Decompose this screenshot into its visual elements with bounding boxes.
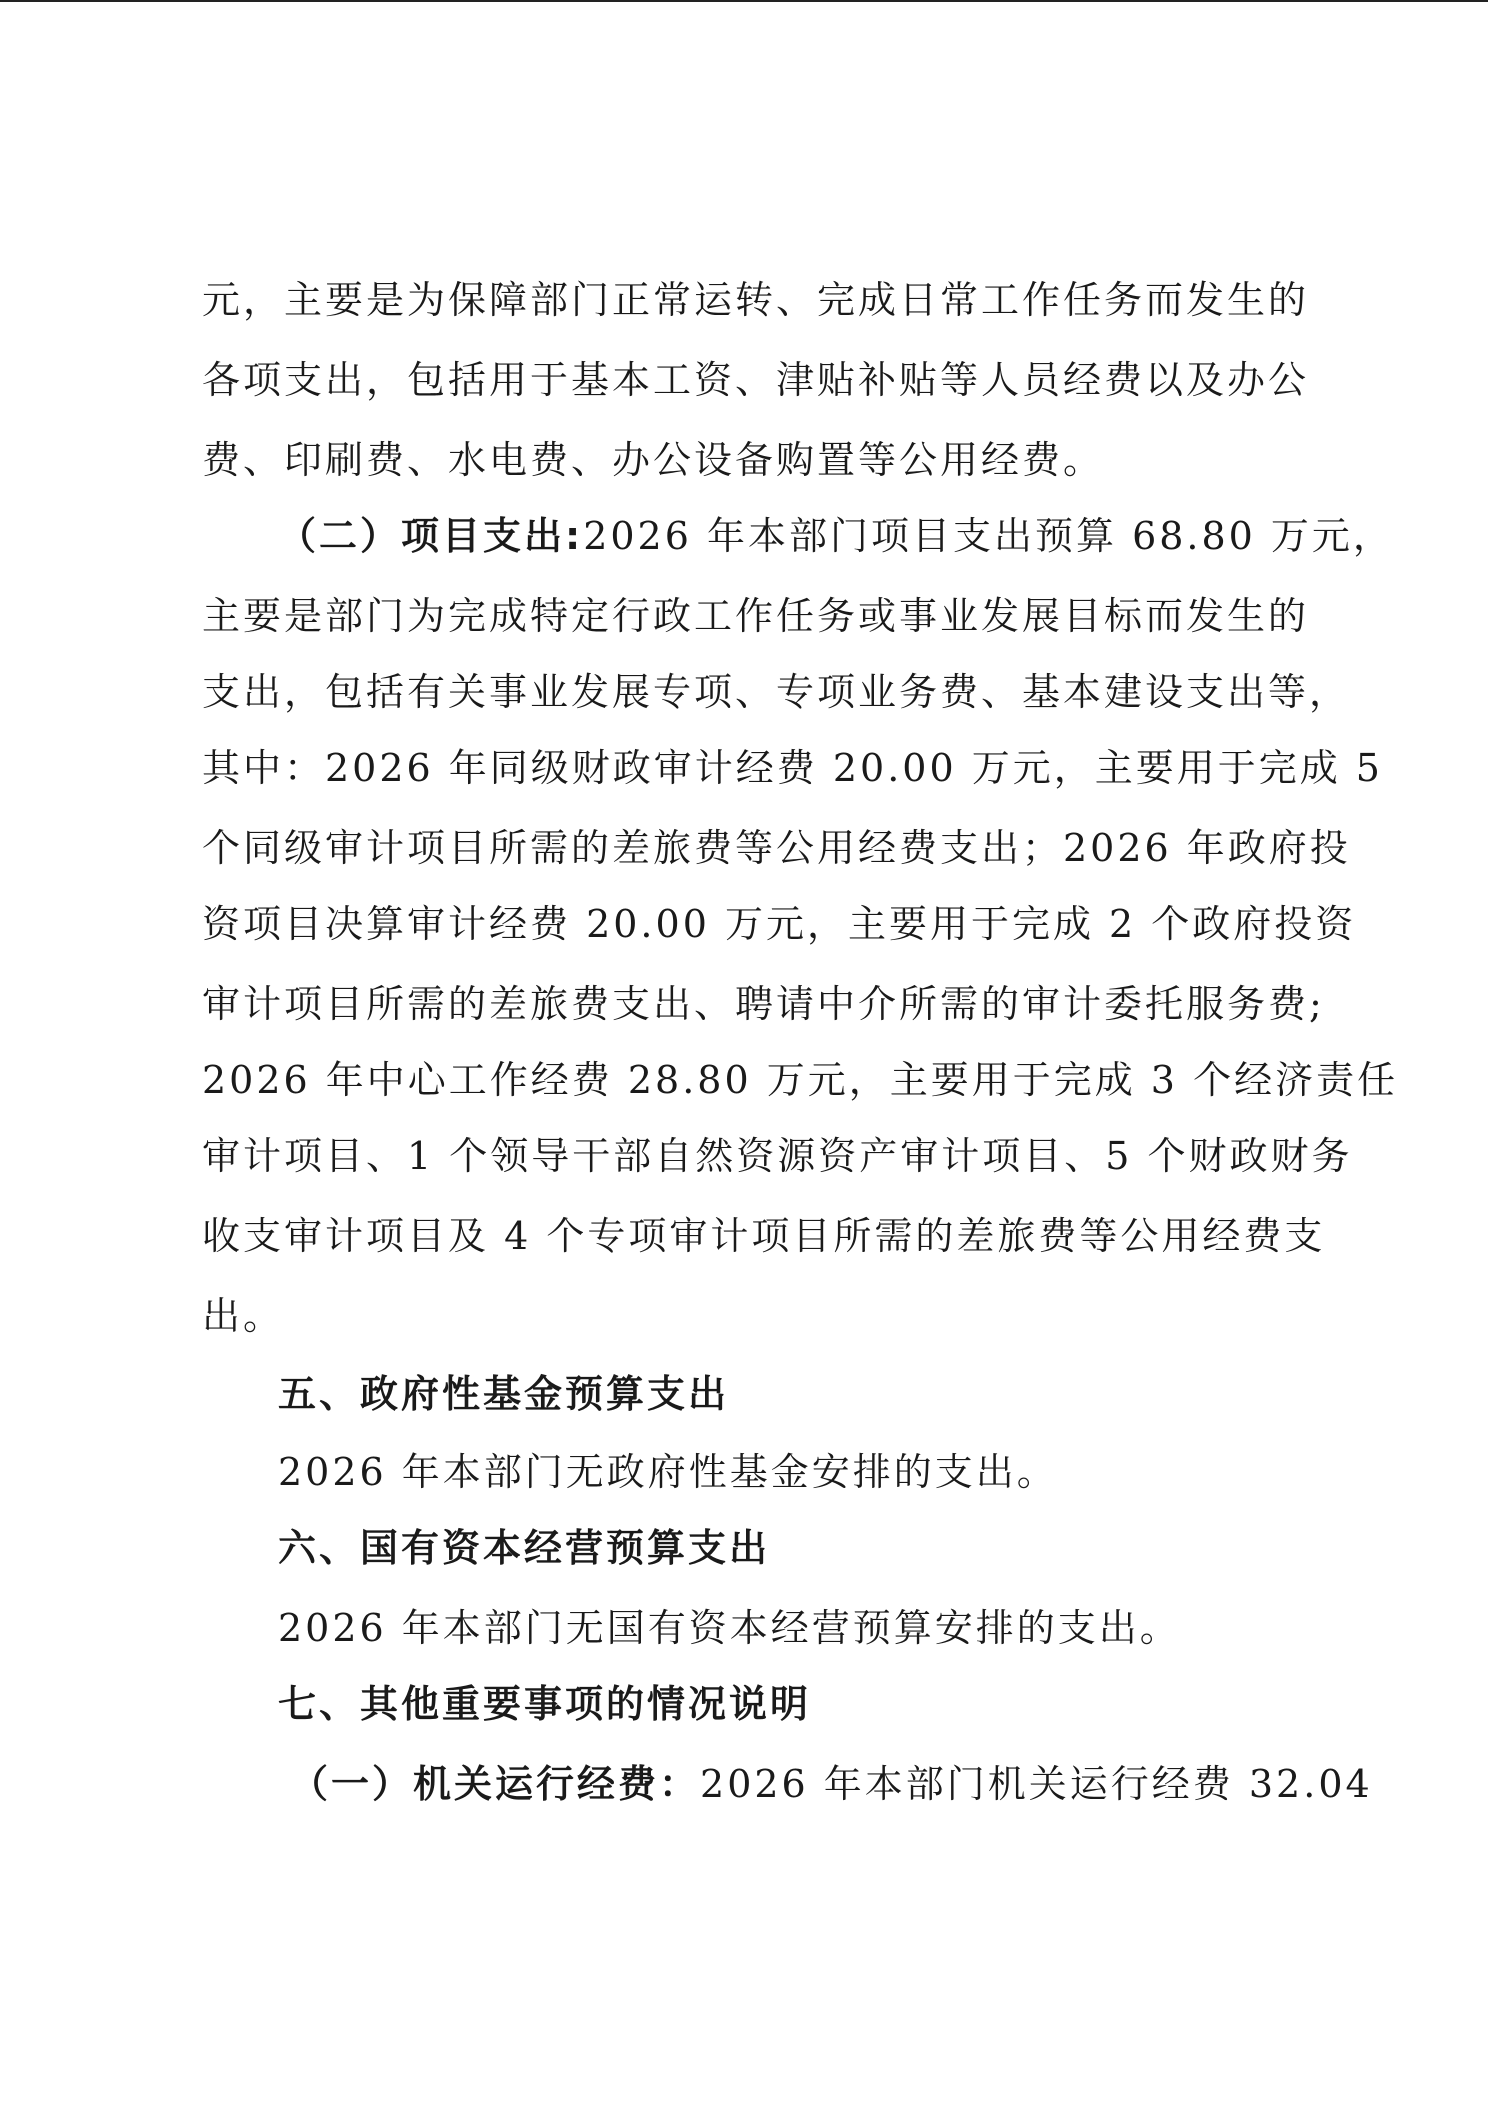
paragraph-line: 2026 年中心工作经费 28.80 万元，主要用于完成 3 个经济责任 bbox=[202, 1058, 1399, 1102]
paragraph-line: 出。 bbox=[202, 1294, 285, 1338]
paragraph-line: 审计项目所需的差旅费支出、聘请中介所需的审计委托服务费; bbox=[202, 982, 1325, 1026]
paragraph-line: 元，主要是为保障部门正常运转、完成日常工作任务而发生的 bbox=[202, 278, 1310, 322]
paragraph-line: 2026 年本部门无国有资本经营预算安排的支出。 bbox=[278, 1606, 1181, 1650]
paragraph-line: 收支审计项目及 4 个专项审计项目所需的差旅费等公用经费支 bbox=[202, 1214, 1326, 1258]
project-expense-heading: （二）项目支出: bbox=[278, 514, 584, 558]
paragraph-line: 各项支出，包括用于基本工资、津贴补贴等人员经费以及办公 bbox=[202, 358, 1310, 402]
operating-expense-text: 2026 年本部门机关运行经费 32.04 bbox=[700, 1762, 1373, 1806]
paragraph-line: 2026 年本部门无政府性基金安排的支出。 bbox=[278, 1450, 1058, 1494]
section-heading-6: 六、国有资本经营预算支出 bbox=[278, 1526, 771, 1570]
paragraph-line: 其中：2026 年同级财政审计经费 20.00 万元，主要用于完成 5 bbox=[202, 746, 1383, 790]
project-expense-text: 2026 年本部门项目支出预算 68.80 万元， bbox=[583, 514, 1394, 558]
section-heading-7: 七、其他重要事项的情况说明 bbox=[278, 1682, 812, 1726]
paragraph-line: 审计项目、1 个领导干部自然资源资产审计项目、5 个财政财务 bbox=[202, 1134, 1353, 1178]
section-heading-5: 五、政府性基金预算支出 bbox=[278, 1372, 730, 1416]
operating-expense-heading: （一）机关运行经费： bbox=[290, 1762, 701, 1806]
paragraph-line: 支出，包括有关事业发展专项、专项业务费、基本建设支出等， bbox=[202, 670, 1351, 714]
paragraph-line: 主要是部门为完成特定行政工作任务或事业发展目标而发生的 bbox=[202, 594, 1310, 638]
paragraph-line bbox=[278, 512, 1394, 560]
paragraph-line bbox=[290, 1760, 1373, 1808]
paragraph-line: 费、印刷费、水电费、办公设备购置等公用经费。 bbox=[202, 438, 1105, 482]
paragraph-line: 资项目决算审计经费 20.00 万元，主要用于完成 2 个政府投资 bbox=[202, 902, 1357, 946]
paragraph-line: 个同级审计项目所需的差旅费等公用经费支出；2026 年政府投 bbox=[202, 826, 1351, 870]
